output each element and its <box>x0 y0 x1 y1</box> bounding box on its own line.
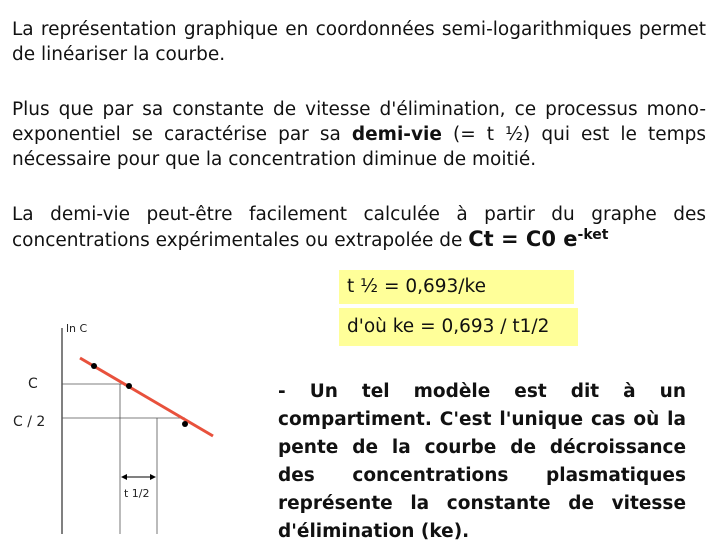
intro-paragraph: La représentation graphique en coordonnées semi-logarithmiques permet de linéariser la courbe. <box>12 19 706 65</box>
data-point <box>91 363 97 369</box>
half-life-text-after: (= t ½) qui est le temps nécessaire pour que la concentration diminue de moitié. <box>12 124 707 170</box>
half-life-label: t 1/2 <box>124 487 150 500</box>
half-life-paragraph <box>12 97 706 172</box>
decay-line <box>80 358 213 436</box>
data-point <box>126 383 132 389</box>
half-life-term: demi-vie <box>351 124 442 145</box>
data-point <box>182 421 188 427</box>
half-life-formula-box: t ½ = 0,693/ke <box>339 270 574 304</box>
ke-formula-box: d'où ke = 0,693 / t1/2 <box>339 308 578 346</box>
arrow-left-head <box>121 474 127 480</box>
c-label: C <box>28 376 38 392</box>
semi-log-graph <box>0 300 260 540</box>
calculation-paragraph <box>12 202 706 253</box>
half-life-text-before: Plus que par sa constante de vitesse d'élimination, ce processus mono-exponentiel se caractérise par sa <box>12 99 706 145</box>
concentration-formula: Ct = C0 e <box>468 227 578 251</box>
c-half-label: C / 2 <box>13 414 46 430</box>
compartment-model-text: - Un tel modèle est dit à un compartiment. C'est l'unique cas où la pente de la courbe de décroissance des concentrations plasmatiques représente la constante de vitesse d'élimination (ke). <box>278 381 686 542</box>
arrow-right-head <box>150 474 156 480</box>
y-axis-label: ln C <box>66 322 88 335</box>
calculation-text: La demi-vie peut-être facilement calculée à partir du graphe des concentrations expérimentales ou extrapolée de <box>12 204 706 251</box>
formula-exponent: -ket <box>577 226 609 243</box>
